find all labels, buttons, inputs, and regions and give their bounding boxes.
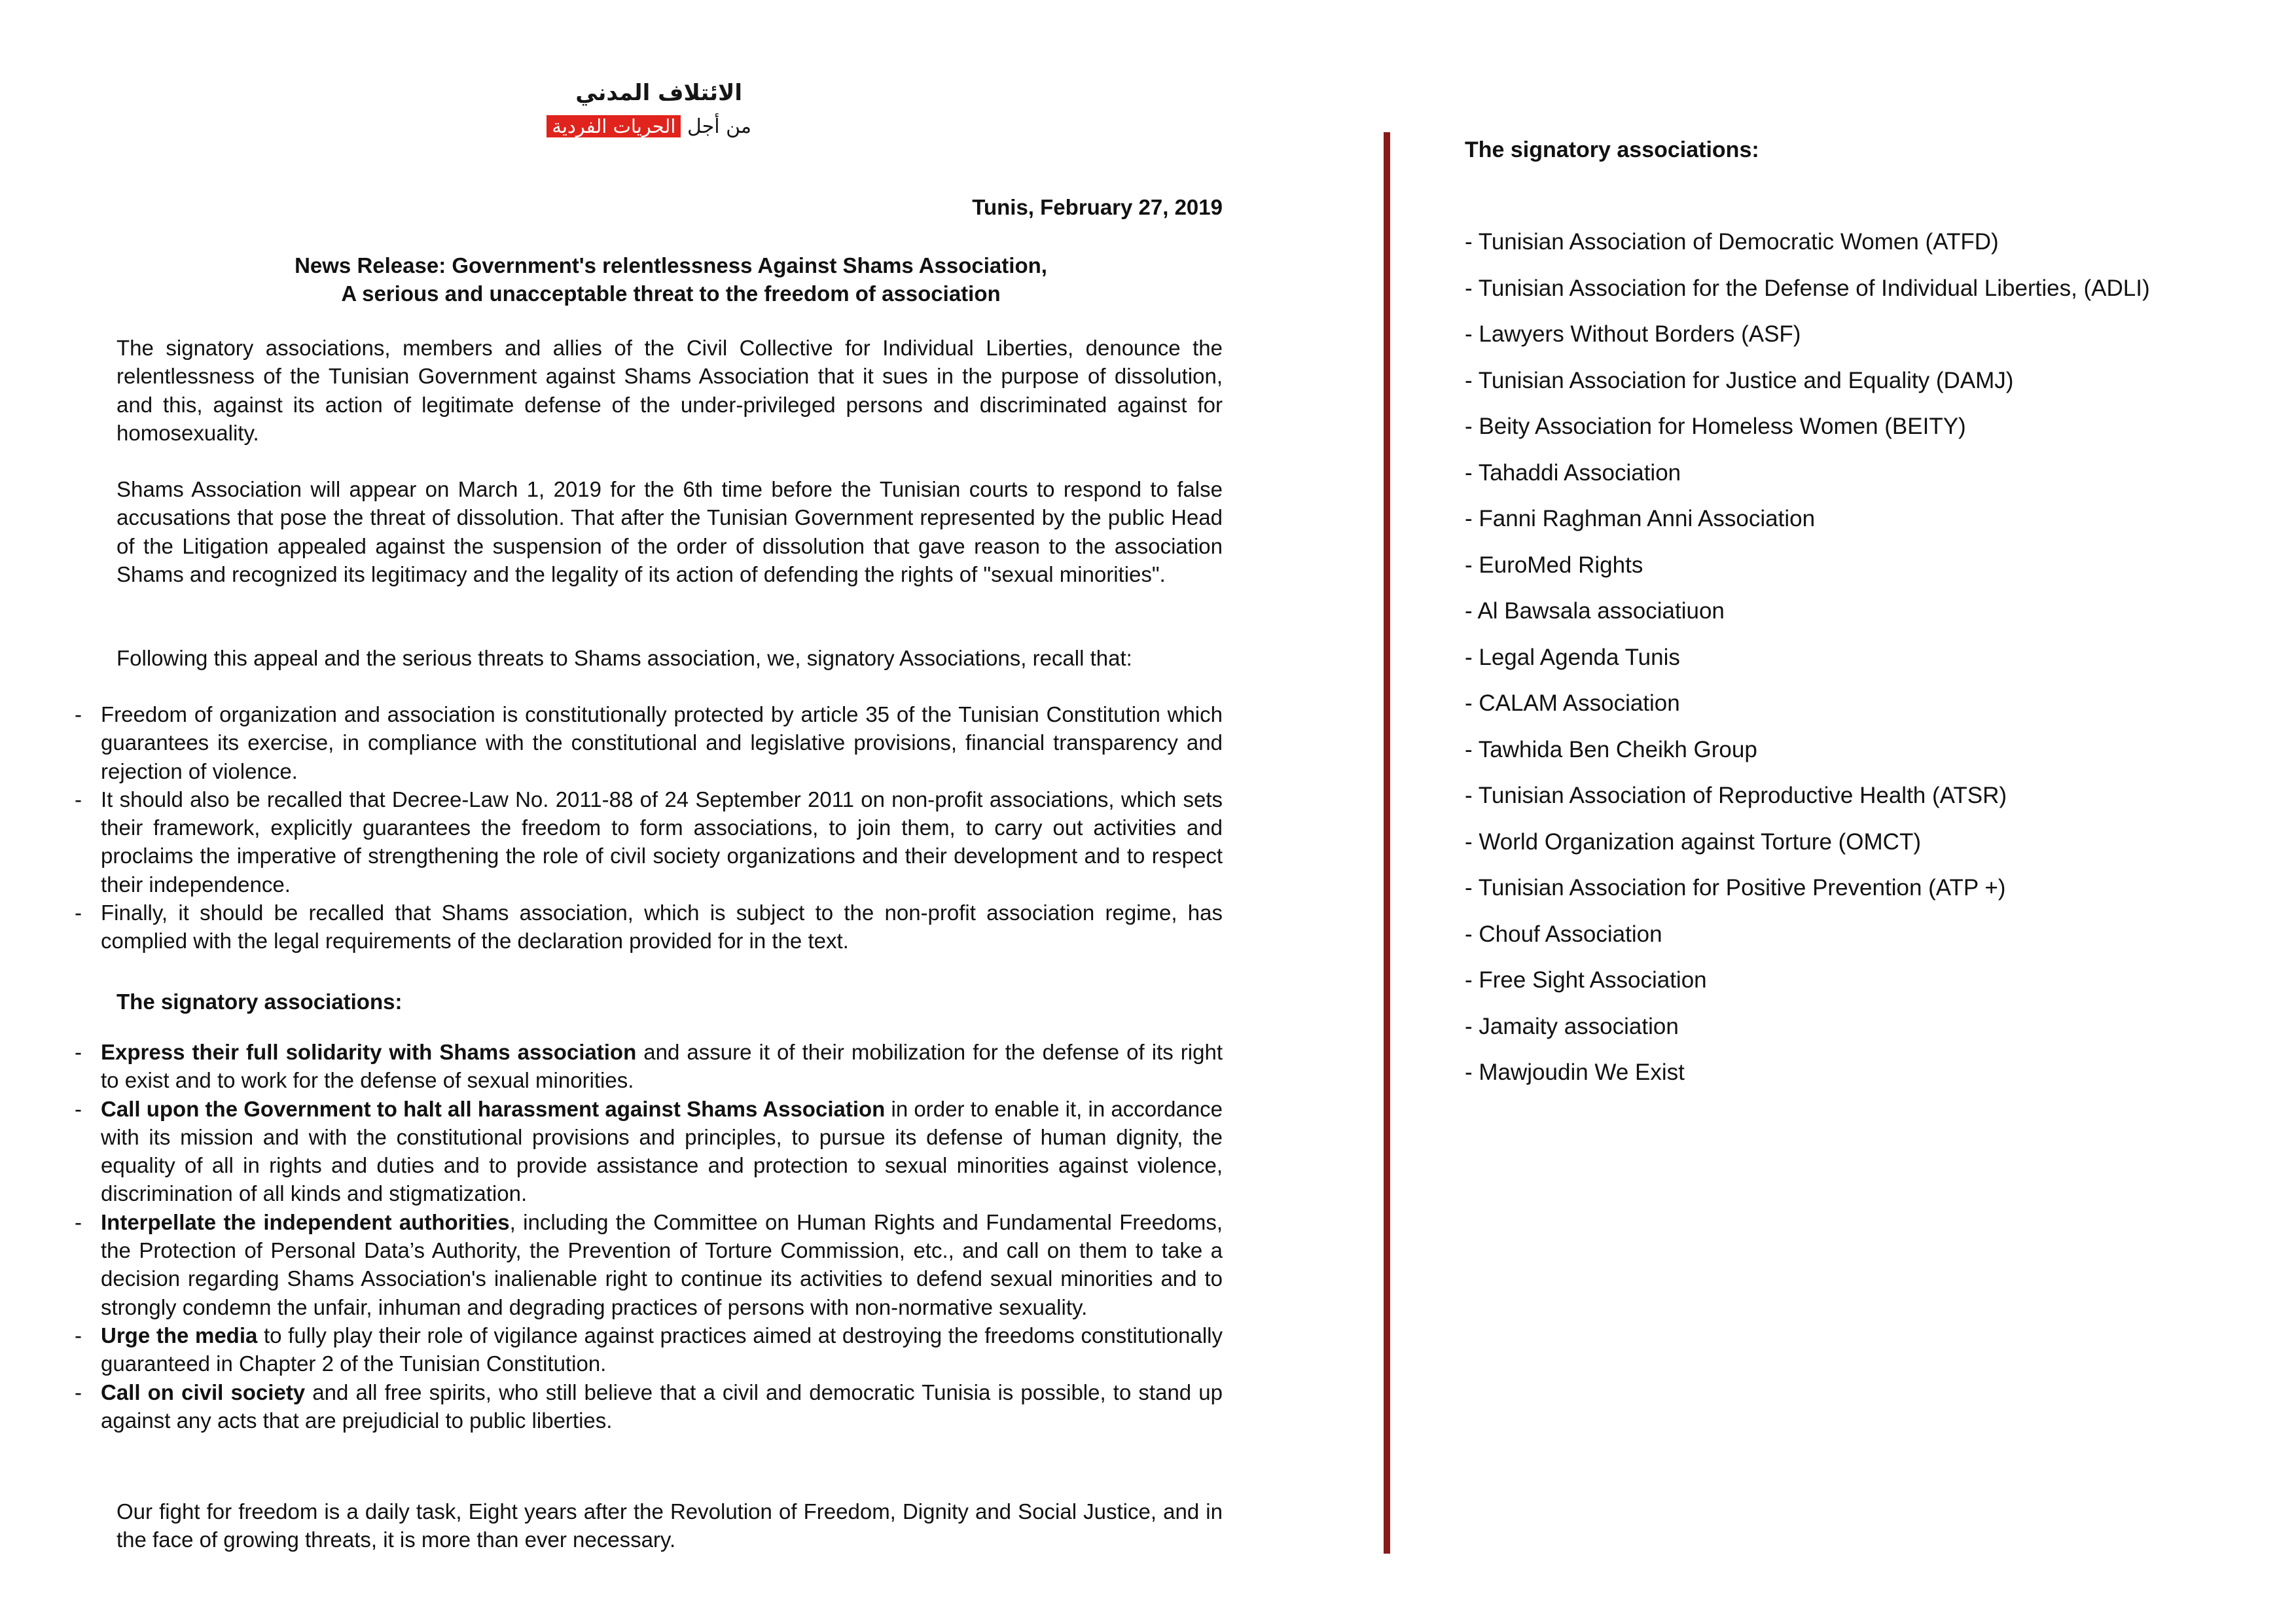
signatory-subhead: The signatory associations: bbox=[117, 990, 403, 1014]
list-item bbox=[75, 1208, 1223, 1321]
list-item: - Free Sight Association bbox=[1465, 967, 1707, 993]
recall-item-3: Finally, it should be recalled that Shams association, which is subject to the non-profit association regime, has complied with the legal requirements of the declaration provided for in the text. bbox=[101, 901, 1223, 954]
list-item: - EuroMed Rights bbox=[1465, 552, 1643, 578]
list-item: - Tunisian Association of Democratic Women (ATFD) bbox=[1465, 229, 1999, 255]
list-item: - Fanni Raghman Anni Association bbox=[1465, 506, 1816, 531]
coalition-logo bbox=[552, 77, 751, 149]
list-item bbox=[75, 1095, 1223, 1208]
closing-paragraph: Our fight for freedom is a daily task, Eight years after the Revolution of Freedom, Dignity and Social Justice, and in the face of growing threats, it is more than ever necessary. bbox=[117, 1499, 1223, 1552]
list-item: - Tunisian Association for the Defense of Individual Liberties, (ADLI) bbox=[1465, 275, 2150, 301]
action-item-bold: Call upon the Government to halt all harassment against Shams Association bbox=[101, 1096, 886, 1121]
list-item: - Tawhida Ben Cheikh Group bbox=[1465, 736, 1757, 762]
action-item-5 bbox=[101, 1378, 1223, 1435]
list-item bbox=[75, 899, 1223, 955]
intro-paragraph: The signatory associations, members and allies of the Civil Collective for Individual Liberties, denounce the relentlessness of the Tunisian Government against Shams Association that it sues in the purpose of dissolution, and this, against its action of legitimate defense of the under-privileged persons and discriminated against for homosexuality. bbox=[117, 336, 1223, 445]
logo-line2 bbox=[547, 115, 751, 138]
list-dash: - bbox=[75, 787, 82, 812]
list-item: - Lawyers Without Borders (ASF) bbox=[1465, 321, 1801, 347]
list-item: - Al Bawsala associatiuon bbox=[1465, 598, 1725, 624]
list-dash: - bbox=[75, 1380, 82, 1404]
release-title-line2: A serious and unacceptable threat to the freedom of association bbox=[341, 281, 1001, 306]
action-item-text: , including the Committee on Human Rights and Fundamental Freedoms, the Protection of Personal Data’s Authority, the Prevention of Torture Commission, etc., and call on them to take a decision regarding Shams Association's inalienable right to continue its activities to defend sexual minorities and to strongly condemn the unfair, inhuman and degrading practices of persons with non-normative sexuality. bbox=[101, 1209, 1223, 1319]
list-dash: - bbox=[75, 702, 82, 726]
list-item: - Legal Agenda Tunis bbox=[1465, 644, 1680, 670]
list-item: - Tahaddi Association bbox=[1465, 459, 1681, 486]
action-item-2 bbox=[101, 1095, 1223, 1208]
list-dash: - bbox=[75, 1209, 82, 1234]
list-item bbox=[75, 1038, 1223, 1095]
action-item-text: and assure it of their mobilization for the defense of its right to exist and to work for the defense of sexual minorities. bbox=[101, 1040, 1223, 1093]
list-dash: - bbox=[75, 1096, 82, 1121]
release-title bbox=[118, 251, 1224, 308]
list-item: - Chouf Association bbox=[1465, 921, 1662, 947]
list-item: - Beity Association for Homeless Women (BEITY) bbox=[1465, 414, 1966, 439]
action-item-text: to fully play their role of vigilance against practices aimed at destroying the freedoms constitutionally guaranteed in Chapter 2 of the Tunisian Constitution. bbox=[101, 1323, 1223, 1376]
action-item-1 bbox=[101, 1038, 1223, 1095]
hearing-paragraph: Shams Association will appear on March 1, 2019 for the 6th time before the Tunisian courts to respond to false accusations that pose the threat of dissolution. That after the Tunisian Government represented by the public Head of the Litigation appealed against the suspension of the order of dissolution that gave reason to the association Shams and recognized its legitimacy and the legality of its action of defending the rights of "sexual minorities". bbox=[117, 477, 1223, 586]
recall-item-1: Freedom of organization and association is constitutionally protected by article 35 of the Tunisian Constitution which guarantees its exercise, in compliance with the constitutional and legislative provisions, financial transparency and rejection of violence. bbox=[101, 702, 1223, 783]
list-item: - Mawjoudin We Exist bbox=[1465, 1060, 1685, 1085]
recall-intro-paragraph: Following this appeal and the serious threats to Shams association, we, signatory Associations, recall that: bbox=[117, 646, 1132, 670]
action-item-bold: Urge the media bbox=[101, 1323, 258, 1347]
recall-list bbox=[75, 700, 1223, 955]
list-item bbox=[75, 785, 1223, 899]
signatories-heading: The signatory associations: bbox=[1465, 137, 1759, 162]
action-item-text: and all free spirits, who still believe that a civil and democratic Tunisia is possible, to stand up against any acts that are prejudicial to public liberties. bbox=[101, 1380, 1223, 1433]
logo-line2-prefix: من أجل bbox=[687, 115, 751, 138]
list-dash: - bbox=[75, 901, 82, 925]
list-dash: - bbox=[75, 1323, 82, 1347]
logo-line2-highlight: الحريات الفردية bbox=[547, 115, 681, 137]
recall-item-2: It should also be recalled that Decree-Law No. 2011-88 of 24 September 2011 on non-profit associations, which sets their framework, explicitly guarantees the freedom to form associations, to join them, to carry out activities and proclaims the imperative of strengthening the role of civil society organizations and their development and to respect their independence. bbox=[101, 787, 1223, 897]
list-item: - Tunisian Association of Reproductive Health (ATSR) bbox=[1465, 783, 2007, 808]
list-item: - Jamaity association bbox=[1465, 1013, 1679, 1039]
list-item bbox=[75, 700, 1223, 785]
signatories-list bbox=[1465, 229, 2150, 1106]
list-item bbox=[75, 1321, 1223, 1378]
action-item-text: in order to enable it, in accordance with its mission and with the constitutional provisions and principles, to pursue its defense of human dignity, the equality of all in rights and duties and to provide assistance and protection to sexual minorities against violence, discrimination of all kinds and stigmatization. bbox=[101, 1096, 1223, 1206]
action-list bbox=[75, 1038, 1223, 1435]
release-title-line1: News Release: Government's relentlessness Against Shams Association, bbox=[295, 253, 1047, 277]
action-item-bold: Interpellate the independent authorities bbox=[101, 1209, 510, 1234]
list-item: - World Organization against Torture (OMCT) bbox=[1465, 829, 1921, 855]
column-divider bbox=[1384, 132, 1390, 1554]
release-date: Tunis, February 27, 2019 bbox=[972, 195, 1223, 219]
list-item: - Tunisian Association for Justice and Equality (DAMJ) bbox=[1465, 367, 2014, 393]
action-item-bold: Call on civil society bbox=[101, 1380, 306, 1404]
logo-line1: الائتلاف المدني bbox=[575, 80, 742, 106]
list-dash: - bbox=[75, 1040, 82, 1064]
action-item-3 bbox=[101, 1208, 1223, 1321]
action-item-4 bbox=[101, 1321, 1223, 1378]
list-item bbox=[75, 1378, 1223, 1435]
action-item-bold: Express their full solidarity with Shams association bbox=[101, 1040, 637, 1064]
list-item: - Tunisian Association for Positive Prevention (ATP +) bbox=[1465, 875, 2006, 901]
list-item: - CALAM Association bbox=[1465, 690, 1680, 716]
